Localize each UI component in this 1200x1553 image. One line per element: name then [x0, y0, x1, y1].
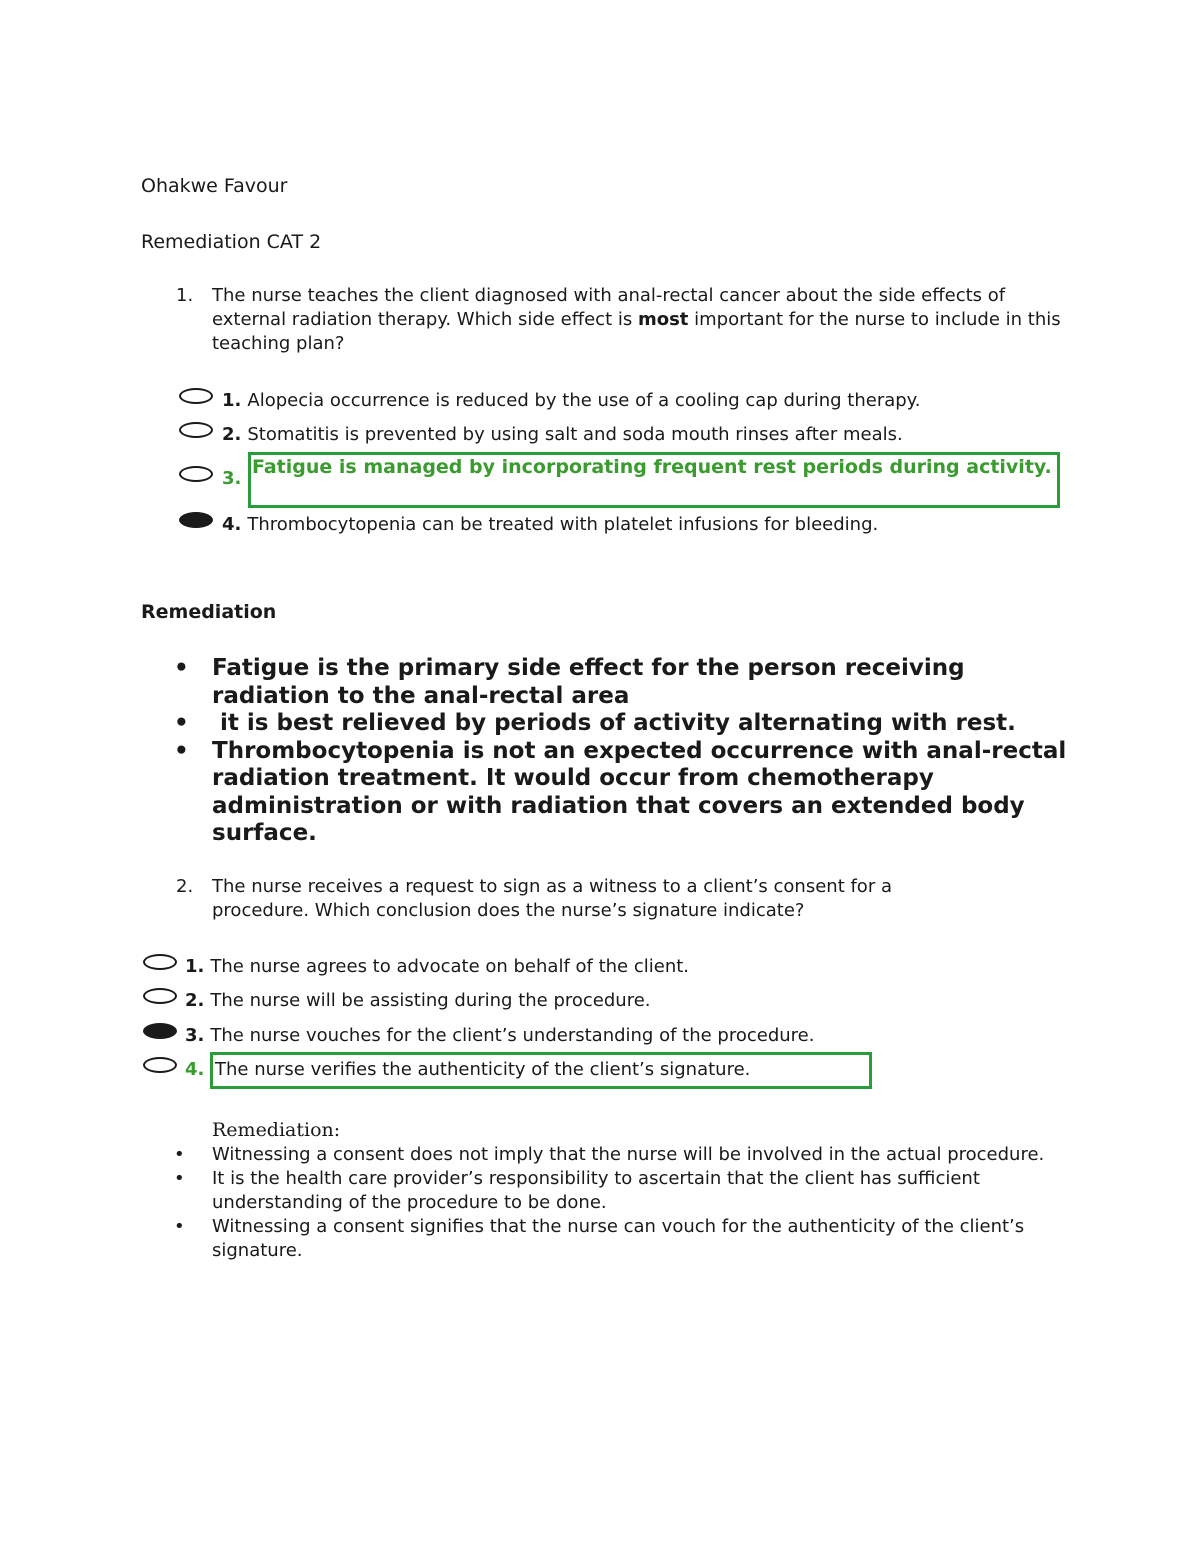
q1-remediation-list	[212, 655, 1072, 848]
remediation-point: • It is the health care provider’s responsibility to ascertain that the client has sufficient understanding of the procedure to be done.	[212, 1167, 1072, 1215]
student-name: Ohakwe Favour	[141, 175, 288, 197]
q2-option-4-text[interactable]: The nurse verifies the authenticity of the client’s signature.	[215, 1059, 751, 1080]
question-2-number: 2.	[176, 876, 194, 897]
q1-option-1-radio[interactable]	[179, 388, 213, 404]
q2-remediation-heading: Remediation:	[212, 1119, 341, 1141]
remediation-point: • it is best relieved by periods of activity alternating with rest.	[212, 710, 1072, 738]
q1-option-3-text[interactable]: Fatigue is managed by incorporating frequent rest periods during activity.	[252, 456, 1052, 478]
q2-remediation-list	[212, 1143, 1072, 1263]
q1-option-3-number: 3.	[222, 468, 242, 489]
remediation-point: • Witnessing a consent does not imply that the nurse will be involved in the actual procedure.	[212, 1143, 1072, 1167]
question-1-number: 1.	[176, 285, 194, 306]
q1-remediation-heading: Remediation	[141, 601, 277, 623]
q1-option-2-radio[interactable]	[179, 422, 213, 438]
q1-option-3-radio[interactable]	[179, 466, 213, 482]
q1-option-4[interactable]: 4. Thrombocytopenia can be treated with platelet infusions for bleeding.	[222, 514, 879, 535]
q1-option-1[interactable]: 1. Alopecia occurrence is reduced by the use of a cooling cap during therapy.	[222, 390, 921, 411]
q2-option-3-radio-selected[interactable]	[143, 1023, 177, 1039]
q1-option-4-radio-selected[interactable]	[179, 512, 213, 528]
q2-option-3[interactable]: 3. The nurse vouches for the client’s understanding of the procedure.	[185, 1025, 815, 1046]
remediation-point: • Fatigue is the primary side effect for the person receiving radiation to the anal-rectal area	[212, 655, 1072, 710]
question-2-text: The nurse receives a request to sign as a witness to a client’s consent for a procedure. Which conclusion does the nurse’s signature indicate?	[212, 876, 892, 921]
q2-option-4-radio[interactable]	[143, 1057, 177, 1073]
q2-option-4-number: 4.	[185, 1059, 205, 1080]
q1-option-2[interactable]: 2. Stomatitis is prevented by using salt and soda mouth rinses after meals.	[222, 424, 903, 445]
q2-option-2[interactable]: 2. The nurse will be assisting during the procedure.	[185, 990, 651, 1011]
remediation-point: • Witnessing a consent signifies that the nurse can vouch for the authenticity of the client’s signature.	[212, 1215, 1072, 1263]
question-1-text: The nurse teaches the client diagnosed with anal-rectal cancer about the side effects of external radiation therapy. Which side effect is most important for the nurse to include in this teaching plan?	[212, 285, 1061, 354]
q2-option-1-radio[interactable]	[143, 954, 177, 970]
question-1-emphasis: most	[637, 309, 689, 330]
document-subtitle: Remediation CAT 2	[141, 231, 322, 253]
q2-option-1[interactable]: 1. The nurse agrees to advocate on behalf of the client.	[185, 956, 690, 977]
q2-option-2-radio[interactable]	[143, 988, 177, 1004]
remediation-point: • Thrombocytopenia is not an expected occurrence with anal-rectal radiation treatment. It would occur from chemotherapy administration or with radiation that covers an extended body surface.	[212, 738, 1072, 848]
